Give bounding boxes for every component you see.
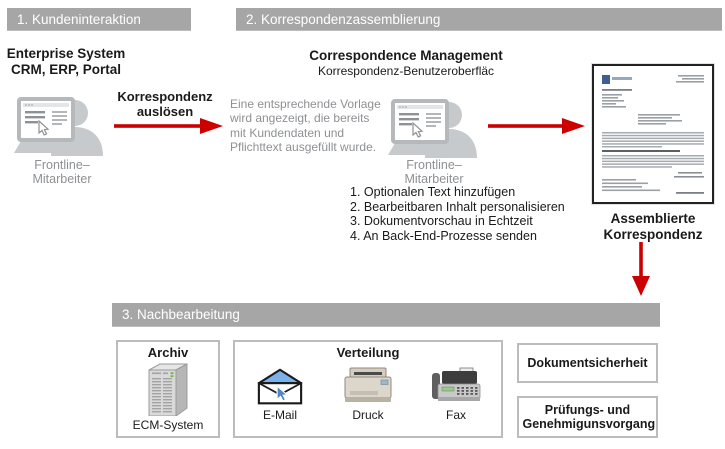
enterprise-system-subtitle: CRM, ERP, Portal — [10, 62, 122, 77]
step-1: 1. Optionalen Text hinzufügen — [350, 185, 516, 199]
envelope-icon — [256, 366, 304, 408]
enterprise-system-title: Enterprise System — [6, 46, 126, 61]
assembly-steps-list — [350, 185, 565, 243]
archive-title: Archiv — [147, 345, 189, 360]
step-3: 3. Dokumentvorschau in Echtzeit — [350, 214, 533, 229]
step-2: 2. Bearbeitbaren Inhalt personalisieren — [350, 199, 565, 214]
printer-icon — [341, 366, 395, 408]
app-title: Correspondence Management — [309, 48, 503, 63]
fax-machine-icon — [429, 366, 483, 408]
arrow-down-icon — [632, 242, 650, 301]
approval-process-label: Prüfungs- und Genehmigunsvorgang — [522, 402, 656, 431]
distribution-box — [233, 340, 503, 438]
person-at-laptop-icon — [386, 98, 482, 158]
approval-process-box — [517, 396, 658, 438]
ecm-system-label: ECM-System — [132, 418, 204, 432]
channel-email — [237, 366, 323, 422]
archive-box — [116, 340, 220, 438]
section-bar-nachbearbeitung: 3. Nachbearbeitung — [112, 303, 660, 327]
document-security-label: Dokumentsicherheit — [527, 356, 648, 370]
channel-fax — [413, 366, 499, 422]
assembled-correspondence-label: Assemblierte Korrespondenz — [603, 211, 703, 242]
server-tower-icon — [118, 362, 218, 416]
distribution-channels — [235, 366, 501, 422]
trigger-label: Korrespondenz auslösen — [117, 89, 213, 119]
frontline-actor-label-2: Frontline–Mitarbeiter — [404, 158, 464, 186]
channel-print-label: Druck — [352, 408, 384, 422]
arrow-trigger-icon — [113, 118, 223, 139]
template-description: Eine entsprechende Vorlage wird angezeigt, die bereits mit Kundendaten und Pflichttext ausgefüllt wurde. — [230, 97, 381, 154]
channel-email-label: E-Mail — [262, 408, 297, 422]
enterprise-system-heading — [2, 46, 130, 78]
distribution-title: Verteilung — [336, 345, 400, 360]
channel-fax-label: Fax — [445, 408, 466, 422]
arrow-to-document-icon — [487, 118, 585, 139]
step-4: 4. An Back-End-Prozesse senden — [350, 228, 537, 243]
document-security-box — [517, 343, 658, 383]
channel-print — [325, 366, 411, 422]
correspondence-management-heading — [295, 48, 517, 78]
section-bar-kundeninteraktion: 1. Kundeninteraktion — [7, 8, 191, 31]
frontline-actor-label-1: Frontline–Mitarbeiter — [32, 158, 92, 186]
person-at-laptop-icon — [12, 96, 108, 156]
app-subtitle: Korrespondenz-Benutzeroberfläc — [317, 64, 495, 78]
letter-document — [592, 64, 714, 204]
section-bar-korrespondenzassemblierung: 2. Korrespondenzassemblierung — [236, 8, 722, 31]
